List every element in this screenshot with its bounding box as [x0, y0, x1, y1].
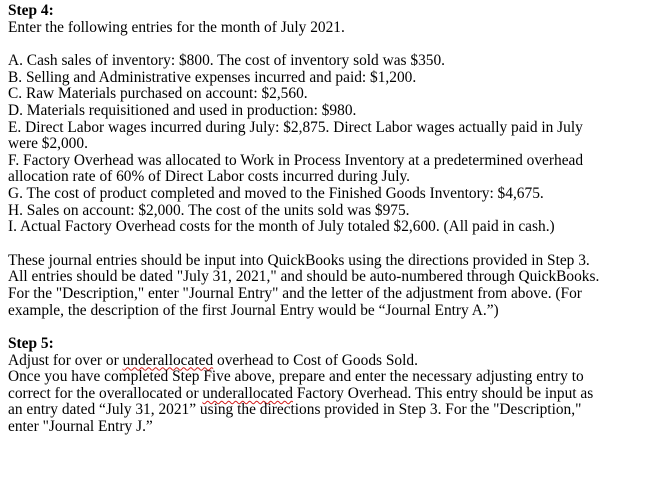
entry-d: D. Materials requisitioned and used in production: $980.	[8, 101, 357, 119]
instruction-line: For the "Description," enter "Journal Entry" and the letter of the adjustment from above. (For	[8, 284, 582, 302]
document-body	[8, 3, 658, 436]
step4-heading: Step 4:	[8, 2, 54, 19]
entry-h: H. Sales on account: $2,000. The cost of the units sold was $975.	[8, 201, 410, 219]
step5-line4: an entry dated “July 31, 2021” using the directions provided in Step 3. For the "Description,"	[8, 401, 582, 419]
spacer	[8, 36, 658, 53]
instruction-line: All entries should be dated "July 31, 2021," and should be auto-numbered through QuickBooks.	[8, 268, 600, 286]
instruction-line: example, the description of the first Journal Entry would be “Journal Entry A.”)	[8, 301, 499, 319]
step5-line3	[8, 386, 658, 403]
step4-intro: Enter the following entries for the month of July 2021.	[8, 18, 345, 36]
instruction-line: These journal entries should be input into QuickBooks using the directions provided in Step 3.	[8, 251, 590, 269]
entry-b: B. Selling and Administrative expenses incurred and paid: $1,200.	[8, 68, 417, 86]
entry-a: A. Cash sales of inventory: $800. The cost of inventory sold was $350.	[8, 52, 446, 70]
spacer	[8, 236, 658, 253]
text-run: overhead to Cost of Goods Sold.	[213, 351, 418, 369]
text-run: correct for the overallocated or	[8, 384, 203, 402]
spellcheck-flagged-word: underallocated	[202, 384, 294, 402]
entry-c: C. Raw Materials purchased on account: $2,560.	[8, 85, 308, 103]
entry-list	[8, 53, 658, 236]
step5-line5: enter "Journal Entry J.”	[8, 418, 153, 436]
entry-g: G. The cost of product completed and moved to the Finished Goods Inventory: $4,675.	[8, 184, 544, 202]
text-run: Adjust for over or	[8, 351, 123, 369]
text-run: Factory Overhead. This entry should be input as	[293, 384, 594, 402]
step4-instructions	[8, 253, 658, 319]
entry-i: I. Actual Factory Overhead costs for the month of July totaled $2,600. (All paid in cash.)	[8, 218, 555, 236]
step5-line2: Once you have completed Step Five above, prepare and enter the necessary adjusting entry to	[8, 368, 584, 386]
spellcheck-flagged-word: underallocated	[122, 351, 214, 369]
entry-e-line1: E. Direct Labor wages incurred during July: $2,875. Direct Labor wages actually paid in July	[8, 118, 583, 136]
spacer	[8, 319, 658, 336]
entry-f-line2: allocation rate of 60% of Direct Labor costs incurred during July.	[8, 168, 411, 186]
step5-heading: Step 5:	[8, 335, 54, 353]
entry-e-line2: were $2,000.	[8, 135, 88, 153]
step5-line1	[8, 353, 658, 370]
entry-f-line1: F. Factory Overhead was allocated to Work in Process Inventory at a predetermined overhead	[8, 151, 584, 169]
